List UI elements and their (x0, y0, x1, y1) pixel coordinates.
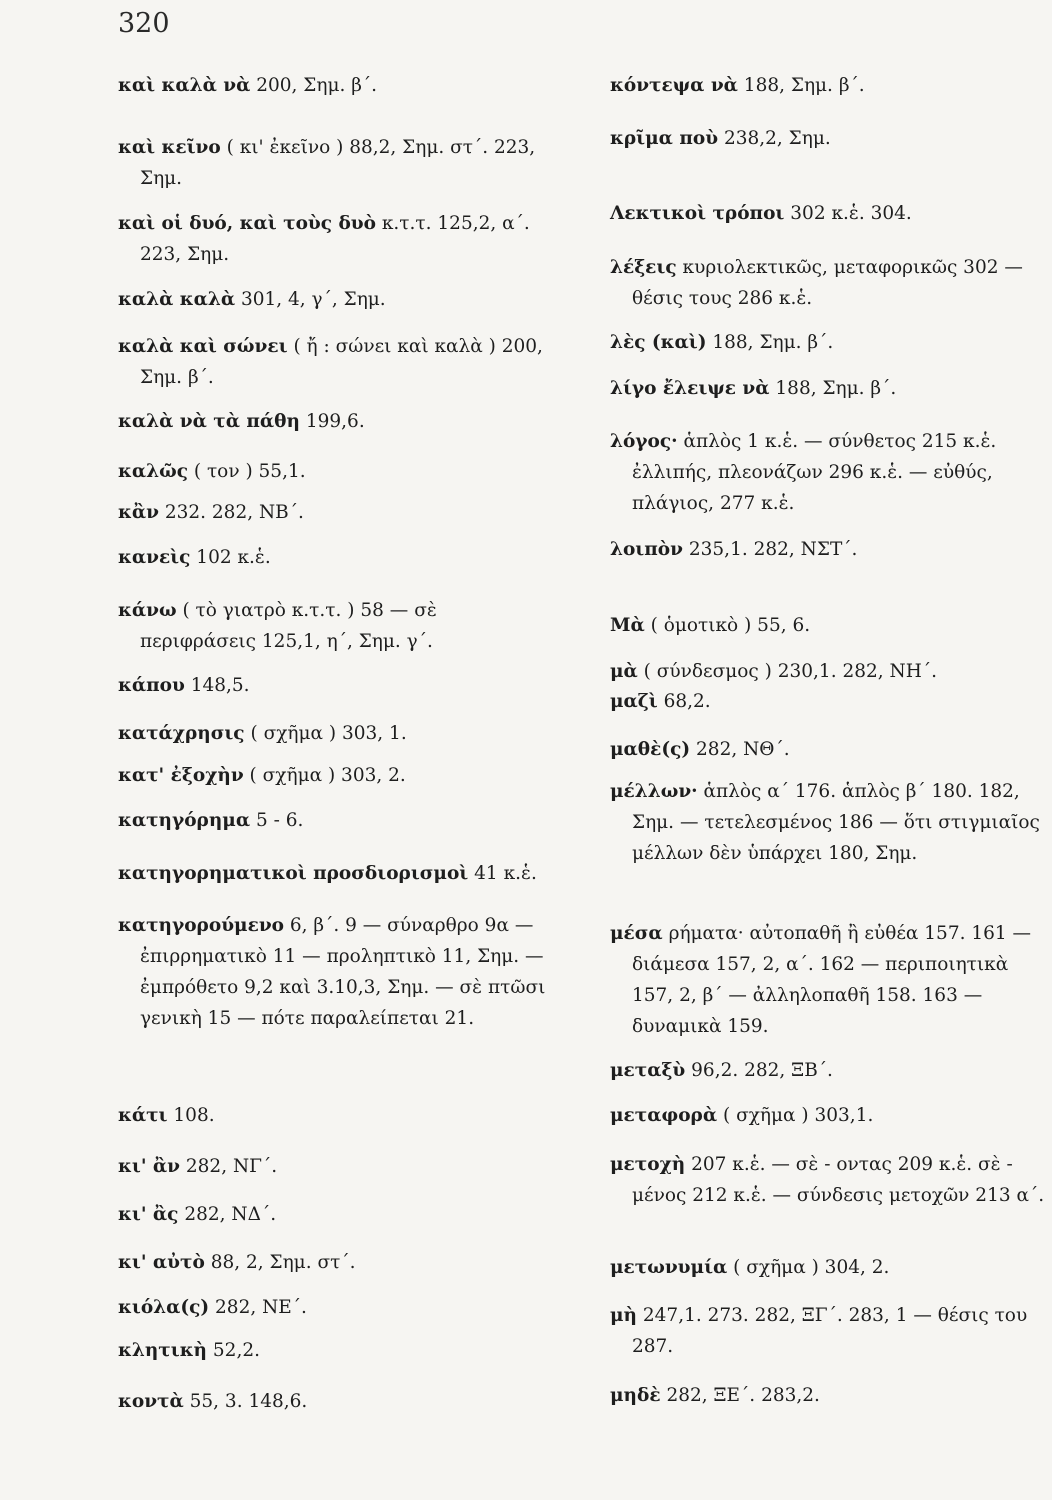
entry-headword: καλῶς (118, 461, 188, 482)
entry-headword: Μὰ (610, 615, 645, 636)
entry-references: 282, ΝΘ΄. (696, 739, 790, 760)
entry-headword: μεταφορὰ (610, 1105, 718, 1126)
entry-headword: λοιπὸν (610, 539, 683, 560)
entry-references: 41 κ.ἑ. (474, 863, 537, 884)
index-entry (118, 595, 558, 657)
entry-references: ( τον ) 55,1. (193, 461, 306, 482)
entry-references: 188, Σημ. β΄. (743, 75, 865, 96)
entry-references: 282, ΞΕ΄. 283,2. (666, 1385, 820, 1406)
index-entry (610, 686, 1050, 717)
entry-references: ( σχῆμα ) 303,1. (722, 1105, 874, 1126)
index-entry (610, 70, 1050, 101)
entry-headword: κάτι (118, 1105, 168, 1126)
index-entry (610, 426, 1050, 519)
index-entry (610, 776, 1050, 869)
entry-headword: κι' αὐτὸ (118, 1252, 205, 1273)
entry-references: 188, Σημ. β΄. (775, 378, 897, 399)
entry-references: κυριολεκτικῶς, μεταφορικῶς 302 — θέσις τους 286 κ.ἑ. (632, 257, 1023, 309)
index-entry (118, 1151, 558, 1182)
entry-references: 88, 2, Σημ. στ΄. (210, 1252, 356, 1273)
entry-references: 148,5. (190, 675, 250, 696)
entry-headword: καλὰ νὰ τὰ πάθη (118, 411, 300, 432)
index-entry (118, 132, 558, 194)
index-entry (610, 534, 1050, 565)
index-entry (610, 610, 1050, 641)
entry-headword: καὶ κεῖνο (118, 137, 221, 158)
entry-references: 282, ΝΓ΄. (185, 1156, 278, 1177)
entry-headword: μὰ (610, 661, 638, 682)
index-entry (118, 1292, 558, 1323)
entry-headword: μέσα (610, 923, 663, 944)
entry-headword: κάπου (118, 675, 185, 696)
index-entry (118, 542, 558, 573)
entry-references: ρήματα· αὐτοπαθῆ ἢ εὐθέα 157. 161 — διάμεσα 157, 2, α΄. 162 — περιποιητικὰ 157, 2, β΄ — ἀλληλοπαθῆ 158. 163 — δυναμικὰ 159. (632, 923, 1032, 1037)
entry-references: 238,2, Σημ. (723, 128, 831, 149)
entry-references: 188, Σημ. β΄. (712, 332, 834, 353)
index-entry (118, 456, 558, 487)
index-entry (610, 373, 1050, 404)
entry-headword: κἂν (118, 502, 159, 523)
index-entry (118, 406, 558, 437)
entry-references: 200, Σημ. β΄. (256, 75, 378, 96)
entry-headword: κιόλα(ς) (118, 1297, 210, 1318)
index-entry (118, 331, 558, 393)
entry-references: ( κι' ἐκεῖνο ) 88,2, Σημ. στ΄. 223, Σημ. (140, 137, 536, 189)
index-entry (118, 1100, 558, 1131)
entry-headword: κατηγόρημα (118, 810, 251, 831)
entry-headword: κατ' ἐξοχὴν (118, 765, 244, 786)
entry-references: ( σχῆμα ) 303, 1. (250, 723, 407, 744)
index-entry (610, 1252, 1050, 1283)
entry-references: 55, 3. 148,6. (189, 1391, 308, 1412)
entry-headword: κόντεψα νὰ (610, 75, 738, 96)
entry-references: 282, ΝΕ΄. (215, 1297, 307, 1318)
entry-references: 6, β΄. 9 — σύναρθρο 9α — ἐπιρρηματικὸ 11 — προληπτικὸ 11, Σημ. — ἐμπρόθετο 9,2 καὶ 3.10,3, Σημ. — σὲ πτῶσι γενικὴ 15 — πότε παραλείπεται 21. (140, 915, 546, 1029)
entry-references: ἁπλὸς 1 κ.ἑ. — σύνθετος 215 κ.ἑ. ἐλλιπής, πλεονάζων 296 κ.ἑ. — εὐθύς, πλάγιος, 277 κ.ἑ. (632, 431, 997, 514)
page-number: 320 (118, 8, 170, 39)
index-entry (610, 1055, 1050, 1086)
index-entry (118, 718, 558, 749)
entry-headword: μετωνυμία (610, 1257, 728, 1278)
index-entry (610, 918, 1050, 1042)
index-entry (118, 70, 558, 101)
entry-headword: λόγος· (610, 431, 678, 452)
entry-references: 52,2. (212, 1340, 260, 1361)
entry-headword: κατάχρησις (118, 723, 245, 744)
entry-headword: κάνω (118, 600, 177, 621)
entry-headword: μαζὶ (610, 691, 658, 712)
entry-references: ( τὸ γιατρὸ κ.τ.τ. ) 58 — σὲ περιφράσεις 125,1, η΄, Σημ. γ΄. (140, 600, 437, 652)
index-entry (610, 327, 1050, 358)
entry-references: 282, ΝΔ΄. (184, 1204, 277, 1225)
index-entry (118, 760, 558, 791)
entry-references: κ.τ.τ. 125,2, α΄. 223, Σημ. (140, 213, 530, 265)
entry-references: ( σχῆμα ) 303, 2. (249, 765, 406, 786)
entry-headword: καλὰ καὶ σώνει (118, 336, 288, 357)
entry-references: 68,2. (663, 691, 711, 712)
index-entry (118, 910, 558, 1034)
entry-headword: μέλλων· (610, 781, 698, 802)
entry-references: 207 κ.ἑ. — σὲ - οντας 209 κ.ἑ. σὲ - μένος 212 κ.ἑ. — σύνδεσις μετοχῶν 213 α΄. (632, 1154, 1045, 1206)
index-entry (610, 1100, 1050, 1131)
index-entry (610, 1380, 1050, 1411)
entry-headword: κατηγορούμενο (118, 915, 284, 936)
index-entry (118, 1199, 558, 1230)
entry-headword: κανεὶς (118, 547, 191, 568)
entry-headword: καλὰ καλὰ (118, 289, 236, 310)
entry-references: ( ὁμοτικὸ ) 55, 6. (650, 615, 811, 636)
entry-references: 301, 4, γ΄, Σημ. (240, 289, 386, 310)
index-entry (610, 123, 1050, 154)
index-entry (610, 252, 1050, 314)
index-entry (118, 208, 558, 270)
entry-references: 5 - 6. (255, 810, 304, 831)
entry-references: ( ἤ : σώνει καὶ καλὰ ) 200, Σημ. β΄. (140, 336, 543, 388)
entry-headword: καὶ οἱ δυό, καὶ τοὺς δυὸ (118, 213, 376, 234)
entry-headword: μεταξὺ (610, 1060, 686, 1081)
entry-headword: μὴ (610, 1305, 637, 1326)
entry-headword: κλητικὴ (118, 1340, 208, 1361)
entry-references: ἁπλὸς α΄ 176. ἁπλὸς β΄ 180. 182, Σημ. — τετελεσμένος 186 — ὅτι στιγμιαῖος μέλλων δὲν ὑπάρχει 180, Σημ. (632, 781, 1040, 864)
entry-headword: Λεκτικοὶ τρόποι (610, 203, 785, 224)
entry-references: 199,6. (305, 411, 365, 432)
entry-references: 96,2. 282, ΞΒ΄. (691, 1060, 833, 1081)
index-entry (610, 1300, 1050, 1362)
index-entry (118, 670, 558, 701)
index-entry (118, 858, 558, 889)
entry-references: 302 κ.ἑ. 304. (790, 203, 912, 224)
index-entry (610, 1149, 1050, 1211)
entry-references: 247,1. 273. 282, ΞΓ΄. 283, 1 — θέσις του 287. (632, 1305, 1028, 1357)
entry-headword: μηδὲ (610, 1385, 661, 1406)
entry-headword: μαθὲ(ς) (610, 739, 691, 760)
index-entry (610, 734, 1050, 765)
entry-references: 235,1. 282, ΝΣΤ΄. (688, 539, 858, 560)
index-entry (118, 284, 558, 315)
index-entry (118, 1386, 558, 1417)
entry-headword: κρῖμα ποὺ (610, 128, 719, 149)
index-entry (118, 1335, 558, 1366)
entry-headword: κατηγορηματικοὶ προσδιορισμοὶ (118, 863, 469, 884)
entry-references: 102 κ.ἑ. (196, 547, 271, 568)
entry-headword: μετοχὴ (610, 1154, 686, 1175)
entry-headword: κοντὰ (118, 1391, 184, 1412)
index-entry (610, 656, 1050, 687)
index-entry (118, 1247, 558, 1278)
index-entry (610, 198, 1050, 229)
entry-references: ( σύνδεσμος ) 230,1. 282, ΝΗ΄. (643, 661, 937, 682)
entry-headword: λέξεις (610, 257, 677, 278)
entry-headword: κι' ἂς (118, 1204, 179, 1225)
entry-headword: καὶ καλὰ νὰ (118, 75, 251, 96)
index-entry (118, 497, 558, 528)
entry-headword: κι' ἂν (118, 1156, 180, 1177)
index-entry (118, 805, 558, 836)
entry-headword: λίγο ἔλειψε νὰ (610, 378, 770, 399)
entry-headword: λὲς (καὶ) (610, 332, 707, 353)
entry-references: ( σχῆμα ) 304, 2. (733, 1257, 890, 1278)
entry-references: 232. 282, ΝΒ΄. (164, 502, 304, 523)
entry-references: 108. (173, 1105, 215, 1126)
